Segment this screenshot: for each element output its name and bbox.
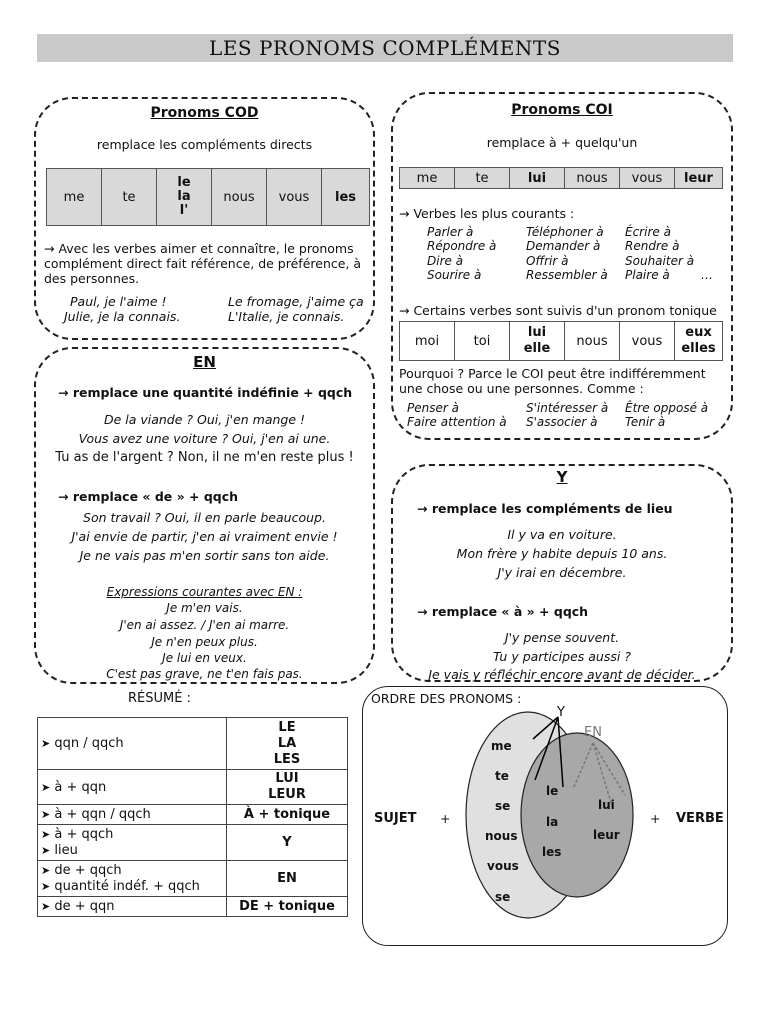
en-example: J'ai envie de partir, j'en ai vraiment envie ! xyxy=(71,529,338,544)
resume-title: RÉSUMÉ : xyxy=(128,691,191,706)
coi-why-verb: S'intéresser à xyxy=(526,401,609,415)
y-rule-1: → remplace les compléments de lieu xyxy=(417,501,673,516)
tonic-cell: lui elle xyxy=(510,322,565,361)
en-rule-2: → remplace « de » + qqch xyxy=(58,489,239,504)
en-example: Tu as de l'argent ? Non, il ne m'en reste plus ! xyxy=(55,450,354,465)
en-expr: Je m'en vais. xyxy=(166,601,243,615)
ordre-pronoun: te xyxy=(495,769,509,783)
en-example: Son travail ? Oui, il en parle beaucoup. xyxy=(83,510,326,525)
coi-verb: Téléphoner à xyxy=(526,225,604,239)
coi-verb: Souhaiter à xyxy=(625,254,695,268)
y-rule-2: → remplace « à » + qqch xyxy=(417,604,589,619)
coi-cell: te xyxy=(455,168,510,189)
coi-verb: Demander à xyxy=(526,239,601,253)
tonic-cell: moi xyxy=(400,322,455,361)
en-example: De la viande ? Oui, j'en mange ! xyxy=(103,412,306,427)
y-box xyxy=(391,464,733,682)
coi-tonic-table xyxy=(399,321,723,361)
coi-verb: Dire à xyxy=(427,254,464,268)
tonic-cell: toi xyxy=(455,322,510,361)
resume-left: ➤ à + qqn / qqch xyxy=(38,805,227,825)
coi-table xyxy=(399,167,723,189)
en-expr: Je lui en veux. xyxy=(162,651,247,665)
coi-cell: lui xyxy=(510,168,565,189)
cod-heading: Pronoms COD xyxy=(150,105,259,121)
coi-box xyxy=(391,92,733,440)
ordre-en-label: EN xyxy=(584,725,602,740)
y-example: Je vais y réfléchir encore avant de décider. xyxy=(428,667,696,682)
cod-cell: les xyxy=(322,169,370,226)
tonic-cell: eux elles xyxy=(675,322,723,361)
tonic-cell: vous xyxy=(620,322,675,361)
cod-cell: le la l' xyxy=(157,169,212,226)
coi-verb: Plaire à xyxy=(625,268,670,282)
resume-right: À + tonique xyxy=(227,805,348,825)
ordre-plus: + xyxy=(650,811,661,826)
resume-right: Y xyxy=(227,825,348,861)
coi-why: Pourquoi ? Parce le COI peut être indifféremment une chose ou une personnes. Comme : xyxy=(399,366,706,396)
resume-right: EN xyxy=(227,861,348,897)
cod-cell: nous xyxy=(212,169,267,226)
cod-example: Le fromage, j'aime ça xyxy=(228,294,364,309)
ordre-y-label: Y xyxy=(557,705,565,720)
cod-subtitle: remplace les compléments directs xyxy=(96,137,313,152)
en-expr: J'en ai assez. / J'en ai marre. xyxy=(119,618,290,632)
coi-cell: me xyxy=(400,168,455,189)
ordre-pronoun: leur xyxy=(593,828,620,842)
cod-example: Paul, je l'aime ! xyxy=(70,294,167,309)
ordre-plus: + xyxy=(440,811,451,826)
resume-left: ➤ qqn / qqch xyxy=(38,718,227,770)
y-heading: Y xyxy=(556,468,568,486)
cod-example: Julie, je la connais. xyxy=(64,309,181,324)
coi-heading: Pronoms COI xyxy=(511,102,613,118)
tonic-cell: nous xyxy=(565,322,620,361)
resume-right: LUI LEUR xyxy=(227,770,348,805)
ordre-pronoun: le xyxy=(546,784,559,798)
ordre-pronoun: la xyxy=(546,815,559,829)
en-rule-1: → remplace une quantité indéfinie + qqch xyxy=(58,385,353,400)
resume-left: ➤ à + qqn xyxy=(38,770,227,805)
ordre-box xyxy=(362,686,728,946)
cod-cell: me xyxy=(47,169,102,226)
resume-right: DE + tonique xyxy=(227,897,348,917)
coi-cell: vous xyxy=(620,168,675,189)
cod-box xyxy=(34,97,375,340)
ordre-pronoun: se xyxy=(495,799,511,813)
en-heading: EN xyxy=(193,353,216,371)
en-expr: Je n'en peux plus. xyxy=(151,635,258,649)
y-example: J'y pense souvent. xyxy=(504,630,620,645)
coi-cell: nous xyxy=(565,168,620,189)
y-example: J'y irai en décembre. xyxy=(497,565,627,580)
coi-tonic-title: → Certains verbes sont suivis d'un pronom tonique xyxy=(399,303,717,318)
coi-verbs-title: → Verbes les plus courants : xyxy=(399,206,575,221)
en-example: Je ne vais pas m'en sortir sans ton aide. xyxy=(79,548,330,563)
ordre-pronoun: vous xyxy=(487,859,519,873)
resume-left: ➤ à + qqch ➤ lieu xyxy=(38,825,227,861)
ordre-verbe: VERBE xyxy=(676,811,724,826)
ordre-pronoun: me xyxy=(491,739,512,753)
ordre-pronoun: nous xyxy=(485,829,518,843)
coi-verb: Sourire à xyxy=(427,268,482,282)
cod-table xyxy=(46,168,370,226)
coi-why-verb: Tenir à xyxy=(625,415,666,429)
ordre-pronoun: lui xyxy=(598,798,615,812)
cod-cell: vous xyxy=(267,169,322,226)
coi-cell: leur xyxy=(675,168,723,189)
coi-verb: Offrir à xyxy=(526,254,569,268)
coi-why-verb: Être opposé à xyxy=(625,401,709,415)
coi-why-verb: Faire attention à xyxy=(407,415,507,429)
coi-why-verb: S'associer à xyxy=(526,415,598,429)
page-title: LES PRONOMS COMPLÉMENTS xyxy=(37,34,733,62)
y-example: Tu y participes aussi ? xyxy=(493,649,631,664)
ordre-title: ORDRE DES PRONOMS : xyxy=(371,691,522,706)
ordre-pronoun: se xyxy=(495,890,511,904)
coi-verb: Écrire à xyxy=(625,225,671,239)
coi-why-verb: Penser à xyxy=(407,401,459,415)
en-example: Vous avez une voiture ? Oui, j'en ai une. xyxy=(78,431,331,446)
resume-table xyxy=(37,717,348,917)
cod-example: L'Italie, je connais. xyxy=(228,309,345,324)
resume-right: LE LA LES xyxy=(227,718,348,770)
coi-verb: Parler à xyxy=(427,225,474,239)
ellipse-inner xyxy=(521,733,633,897)
coi-verb: … xyxy=(701,268,713,282)
coi-verb: Répondre à xyxy=(427,239,497,253)
en-expr: C'est pas grave, ne t'en fais pas. xyxy=(106,667,303,681)
y-example: Il y va en voiture. xyxy=(507,527,617,542)
resume-left: ➤ de + qqn xyxy=(38,897,227,917)
ordre-sujet: SUJET xyxy=(374,811,417,826)
resume-left: ➤ de + qqch ➤ quantité indéf. + qqch xyxy=(38,861,227,897)
cod-cell: te xyxy=(102,169,157,226)
coi-verb: Rendre à xyxy=(625,239,680,253)
coi-subtitle: remplace à + quelqu'un xyxy=(486,135,638,150)
en-expr-title: Expressions courantes avec EN : xyxy=(106,585,303,599)
en-box xyxy=(34,347,375,684)
coi-verb: Ressembler à xyxy=(526,268,608,282)
ordre-pronoun: les xyxy=(542,845,562,859)
cod-note: → Avec les verbes aimer et connaître, le pronoms complément direct fait référence, de préférence, à des personnes. xyxy=(44,241,362,286)
y-example: Mon frère y habite depuis 10 ans. xyxy=(456,546,668,561)
